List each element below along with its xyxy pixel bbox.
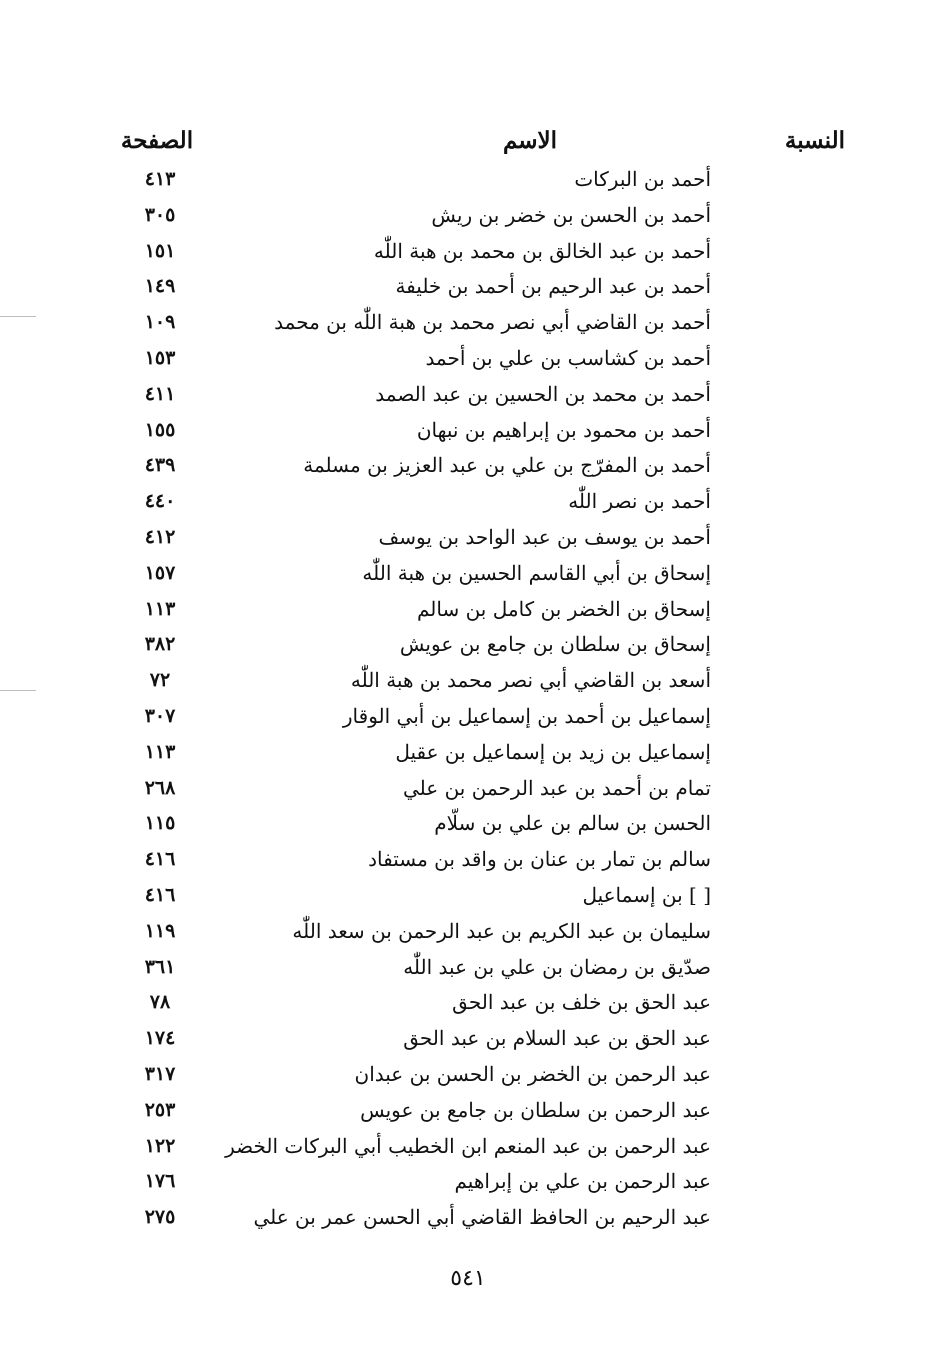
index-row — [0, 269, 937, 305]
entry-name: أحمد بن محمد بن الحسين بن عبد الصمد — [375, 381, 711, 406]
entry-page-number: ٣٦١ — [144, 955, 176, 978]
entry-name: عبد الرحيم بن الحافظ القاضي أبي الحسن عمر بن علي — [253, 1205, 711, 1230]
entry-name: [ ] بن إسماعيل — [582, 882, 711, 907]
entry-page-number: ٢٧٥ — [144, 1206, 176, 1229]
entry-name: أحمد بن البركات — [574, 167, 711, 191]
entry-page-number: ٤١٣ — [144, 168, 176, 190]
entry-name: إسحاق بن الخضر بن كامل بن سالم — [416, 596, 711, 621]
index-row — [0, 699, 937, 735]
entry-name: إسماعيل بن زيد بن إسماعيل بن عقيل — [395, 739, 711, 764]
entry-page-number: ٣٨٢ — [144, 633, 176, 656]
entry-name: إسماعيل بن أحمد بن إسماعيل بن أبي الوقار — [342, 703, 711, 728]
index-row — [0, 484, 937, 520]
entry-page-number: ١١٣ — [144, 740, 176, 763]
index-row — [0, 806, 937, 842]
index-row — [0, 1164, 937, 1200]
entry-name: سليمان بن عبد الكريم بن عبد الرحمن بن سعد اللّٰه — [292, 918, 711, 943]
column-header-page: الصفحة — [120, 127, 194, 154]
index-row — [0, 1129, 937, 1165]
index-row — [0, 556, 937, 592]
index-row — [0, 1093, 937, 1129]
entry-name: سالم بن تمار بن عنان بن واقد بن مستفاد — [368, 847, 711, 872]
entry-name: عبد الرحمن بن عبد المنعم ابن الخطيب أبي البركات الخضر — [225, 1133, 711, 1158]
entry-page-number: ٤٣٩ — [144, 454, 176, 477]
entry-page-number: ٤٤٠ — [144, 490, 176, 513]
entry-page-number: ١٠٩ — [144, 311, 176, 334]
index-row — [0, 305, 937, 341]
entry-name: أحمد بن عبد الرحيم بن أحمد بن خليفة — [395, 274, 711, 299]
index-row — [0, 985, 937, 1021]
entry-page-number: ١٥٥ — [144, 418, 176, 441]
entry-page-number: ٤١٦ — [144, 848, 176, 871]
entry-page-number: ٧٨ — [149, 991, 171, 1014]
entry-name: أحمد بن يوسف بن عبد الواحد بن يوسف — [378, 524, 711, 549]
index-row — [0, 842, 937, 878]
index-row — [0, 234, 937, 270]
index-row — [0, 878, 937, 914]
entry-page-number: ٤١٦ — [144, 883, 176, 906]
entry-page-number: ٤١٢ — [144, 525, 176, 548]
entry-page-number: ١٥١ — [144, 239, 176, 262]
index-row — [0, 735, 937, 771]
index-row — [0, 413, 937, 449]
index-list — [0, 162, 937, 1236]
index-row — [0, 1021, 937, 1057]
entry-page-number: ١٥٣ — [144, 346, 176, 369]
index-row — [0, 627, 937, 663]
entry-page-number: ٢٦٨ — [144, 776, 176, 799]
index-row — [0, 377, 937, 413]
index-row — [0, 771, 937, 807]
entry-name: عبد الرحمن بن علي بن إبراهيم — [454, 1169, 711, 1194]
index-row — [0, 162, 937, 198]
entry-name: أحمد بن القاضي أبي نصر محمد بن هبة اللّٰه بن محمد — [274, 310, 711, 335]
entry-page-number: ١١٥ — [144, 812, 176, 835]
entry-page-number: ٤١١ — [144, 382, 176, 405]
entry-name: أحمد بن المفرّج بن علي بن عبد العزيز بن مسلمة — [303, 453, 711, 478]
entry-page-number: ١٤٩ — [144, 275, 176, 298]
entry-page-number: ١٧٦ — [144, 1170, 176, 1193]
index-row — [0, 198, 937, 234]
entry-page-number: ٧٢ — [149, 669, 171, 692]
index-row — [0, 950, 937, 986]
entry-name: أحمد بن محمود بن إبراهيم بن نبهان — [416, 417, 711, 442]
entry-name: أحمد بن كشاسب بن علي بن أحمد — [425, 345, 711, 370]
index-row — [0, 341, 937, 377]
index-row — [0, 914, 937, 950]
index-row — [0, 520, 937, 556]
entry-name: أحمد بن الحسن بن خضر بن ريش — [431, 202, 711, 227]
index-row — [0, 663, 937, 699]
entry-page-number: ٣٠٧ — [144, 704, 176, 727]
entry-name: أحمد بن نصر اللّٰه — [568, 489, 711, 514]
entry-name: عبد الرحمن بن سلطان بن جامع بن عويس — [360, 1097, 711, 1122]
entry-name: أسعد بن القاضي أبي نصر محمد بن هبة اللّٰه — [350, 668, 711, 693]
entry-name: عبد الرحمن بن الخضر بن الحسن بن عبدان — [354, 1061, 711, 1086]
index-row — [0, 448, 937, 484]
entry-page-number: ٣١٧ — [144, 1062, 176, 1085]
column-header-nisba: النسبة — [784, 127, 845, 154]
entry-name: صدّيق بن رمضان بن علي بن عبد اللّٰه — [403, 954, 711, 979]
entry-page-number: ٢٥٣ — [144, 1098, 176, 1121]
entry-page-number: ٣٠٥ — [144, 203, 176, 226]
index-row — [0, 1057, 937, 1093]
entry-name: عبد الحق بن عبد السلام بن عبد الحق — [403, 1026, 711, 1051]
entry-page-number: ١١٩ — [144, 919, 176, 942]
entry-name: أحمد بن عبد الخالق بن محمد بن هبة اللّٰه — [373, 238, 711, 263]
entry-name: تمام بن أحمد بن عبد الرحمن بن علي — [403, 775, 711, 800]
entry-page-number: ١٥٧ — [144, 561, 176, 584]
entry-page-number: ١٧٤ — [144, 1027, 176, 1050]
entry-page-number: ١٢٢ — [144, 1134, 176, 1157]
entry-name: عبد الحق بن خلف بن عبد الحق — [452, 990, 711, 1015]
page-number: ٥٤١ — [450, 1266, 486, 1291]
entry-name: الحسن بن سالم بن علي بن سلّام — [434, 811, 711, 836]
index-row — [0, 592, 937, 628]
column-header-name: الاسم — [502, 127, 558, 154]
entry-name: إسحاق بن أبي القاسم الحسين بن هبة اللّٰه — [362, 560, 711, 585]
index-row — [0, 1200, 937, 1236]
entry-page-number: ١١٣ — [144, 597, 176, 620]
entry-name: إسحاق بن سلطان بن جامع بن عويش — [399, 632, 711, 657]
